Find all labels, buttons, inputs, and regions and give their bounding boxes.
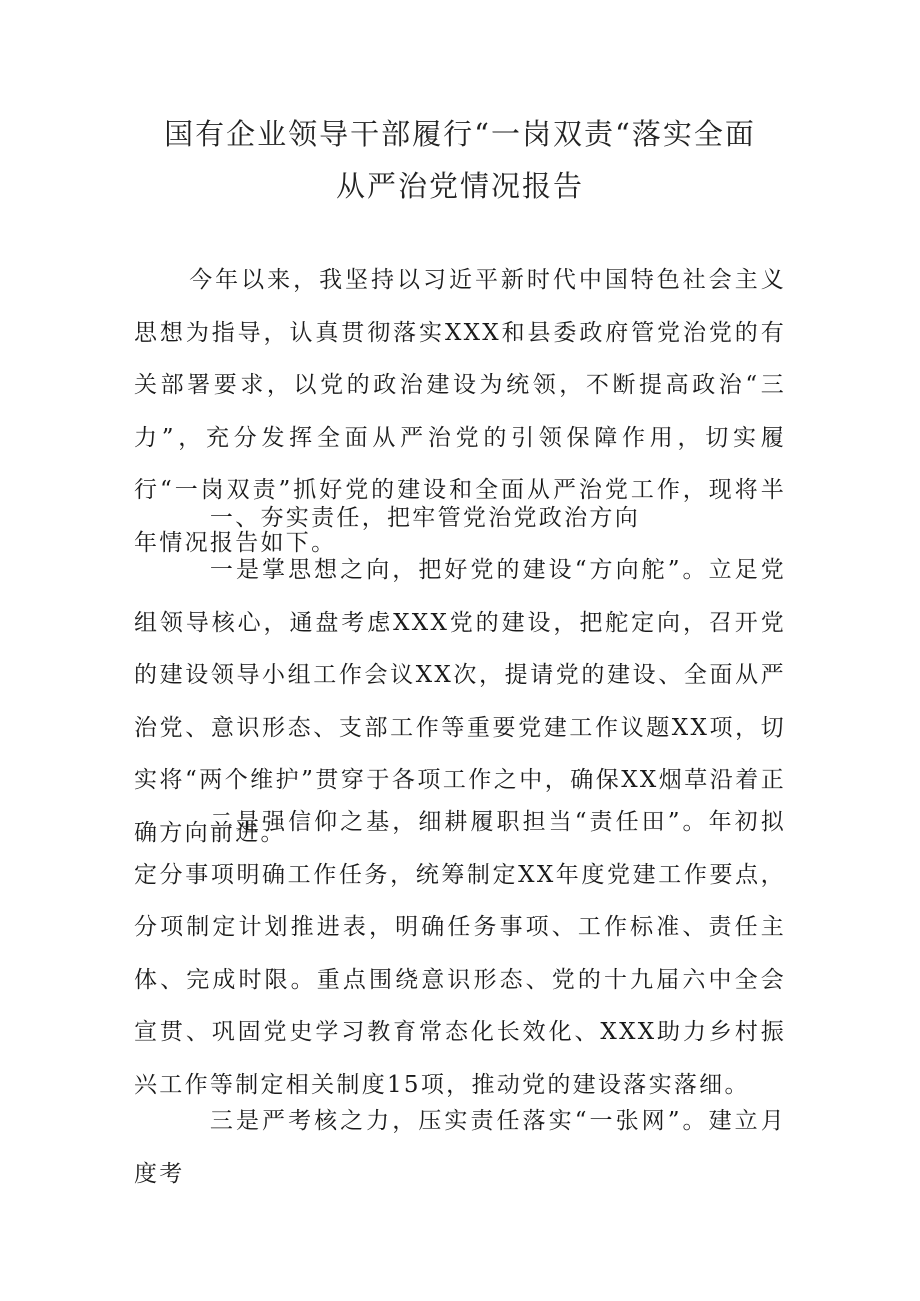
title-line-2: 从严治党情况报告 [335,169,584,203]
document-title [0,108,920,212]
paragraph-intro: 今年以来，我坚持以习近平新时代中国特色社会主义思想为指导，认真贯彻落实XXX和县委政府管党治党的有关部署要求，以党的政治建设为统领，不断提高政治“三力”，充分发挥全面从严治党的引领保障作用，切实履行“一岗双责”抓好党的建设和全面从严治党工作，现将半年情况报告如下。 [134,267,786,556]
paragraph-point-2: 二是强信仰之基，细耕履职担当“责任田”。年初拟定分事项明确工作任务，统筹制定XX年度党建工作要点，分项制定计划推进表，明确任务事项、工作标准、责任主体、完成时限。重点围绕意识形态、党的十九届六中全会宣贯、巩固党史学习教育常态化长效化、XXX助力乡村振兴工作等制定相关制度15项，推动党的建设落实落细。 [134,809,786,1098]
paragraph-point-3: 三是严考核之力，压实责任落实“一张网”。建立月度考 [134,1108,786,1187]
section-heading-1: 一、夯实责任，把牢管党治党政治方向 [209,505,640,531]
paragraph-point-1: 一是掌思想之向，把好党的建设“方向舵”。立足党组领导核心，通盘考虑XXX党的建设，把舵定向，召开党的建设领导小组工作会议XX次，提请党的建设、全面从严治党、意识形态、支部工作等重要党建工作议题XX项，切实将“两个维护”贯穿于各项工作之中，确保XX烟草沿着正确方向前进。 [134,557,786,846]
title-line-1: 国有企业领导干部履行“一岗双责“落实全面 [164,117,756,151]
